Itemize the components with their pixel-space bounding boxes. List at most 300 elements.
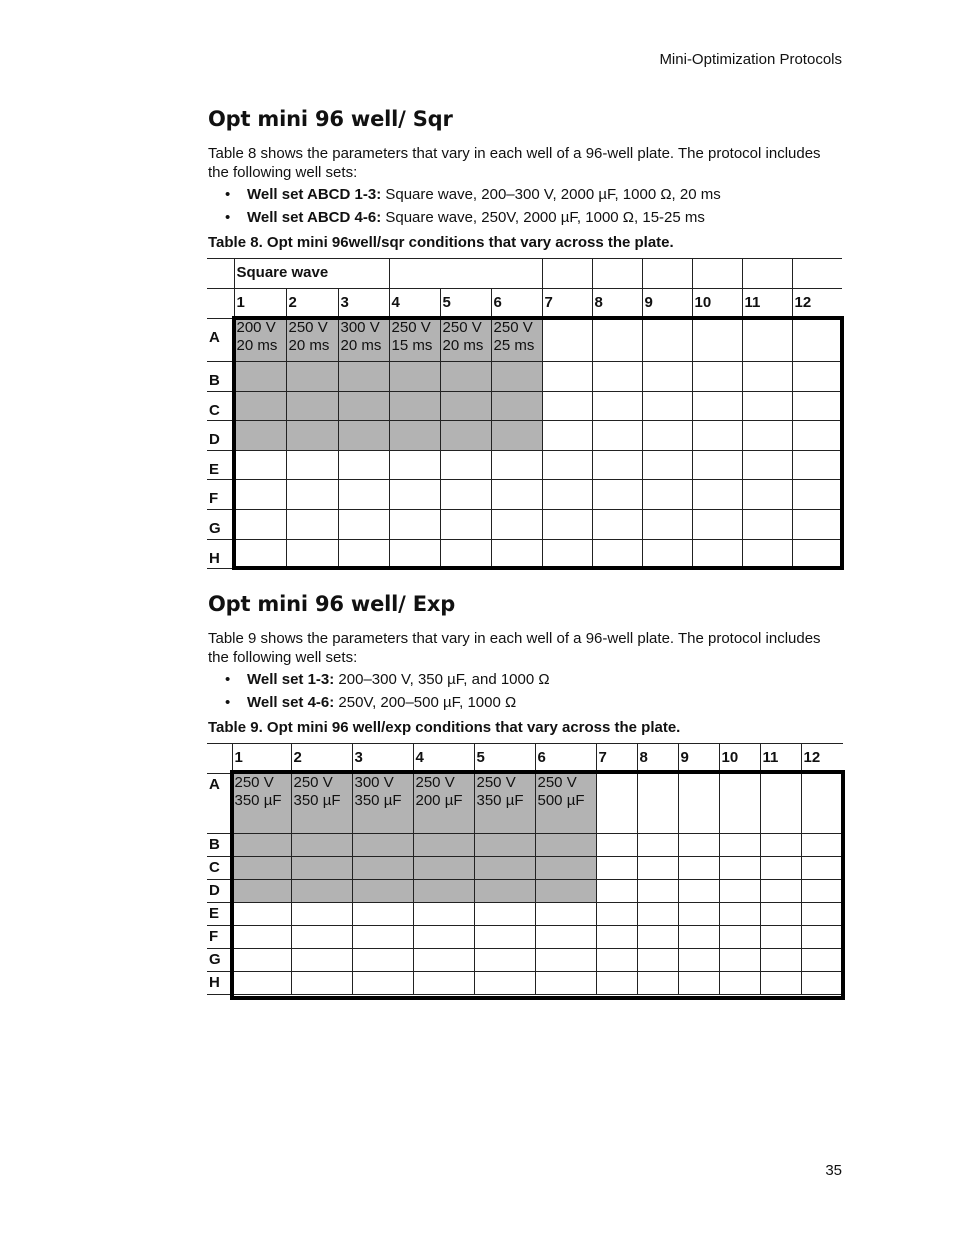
bullet-label: Well set 4-6: — [247, 694, 335, 711]
bullet-item — [225, 670, 550, 689]
well-cell — [474, 972, 535, 995]
well-cell — [642, 480, 692, 510]
row-label: D — [207, 421, 234, 451]
well-cell — [232, 834, 291, 857]
well-cell — [692, 509, 742, 539]
well-cell — [592, 319, 642, 362]
well-cell — [719, 972, 760, 995]
section-paragraph-exp: Table 9 shows the parameters that vary in each well of a 96-well plate. The protocol includes the following well sets: — [208, 630, 821, 666]
well-cell — [338, 362, 389, 392]
well-cell — [596, 926, 637, 949]
table-row — [207, 880, 843, 903]
well-cell — [352, 972, 413, 995]
well-cell — [542, 362, 592, 392]
well-cell — [234, 391, 286, 421]
well-cell — [232, 903, 291, 926]
row-label: H — [207, 539, 234, 569]
column-header: 8 — [637, 744, 678, 774]
well-cell — [760, 857, 801, 880]
well-cell — [491, 509, 542, 539]
running-header: Mini-Optimization Protocols — [659, 51, 842, 68]
well-cell — [692, 362, 742, 392]
well-cell — [352, 857, 413, 880]
well-value: 25 ms — [493, 337, 535, 354]
well-cell — [491, 539, 542, 569]
well-cell — [491, 480, 542, 510]
well-cell — [642, 319, 692, 362]
well-value: 300 V — [340, 319, 380, 336]
well-cell — [760, 972, 801, 995]
well-cell — [596, 949, 637, 972]
well-cell — [692, 450, 742, 480]
group-header-blank — [642, 259, 692, 289]
well-cell — [234, 539, 286, 569]
well-cell — [542, 450, 592, 480]
bullet-icon: • — [225, 694, 231, 711]
bullet-icon: • — [225, 186, 231, 203]
well-value: 250 V — [476, 774, 516, 791]
well-value: 250 V — [493, 319, 533, 336]
well-cell — [338, 539, 389, 569]
well-cell — [760, 903, 801, 926]
well-cell — [642, 421, 692, 451]
well-cell — [801, 926, 843, 949]
table-row — [207, 774, 843, 834]
well-cell — [352, 926, 413, 949]
well-cell — [413, 926, 474, 949]
table-row — [207, 450, 842, 480]
well-cell — [440, 362, 491, 392]
well-cell — [792, 539, 842, 569]
bullet-label: Well set ABCD 4-6: — [247, 209, 382, 226]
bullet-text: 200–300 V, 350 µF, and 1000 Ω — [334, 671, 550, 688]
well-cell — [413, 972, 474, 995]
well-cell — [413, 903, 474, 926]
well-cell — [792, 509, 842, 539]
table-caption-8: Table 8. Opt mini 96well/sqr conditions that vary across the plate. — [208, 234, 674, 251]
well-cell — [792, 421, 842, 451]
table-caption-9: Table 9. Opt mini 96 well/exp conditions that vary across the plate. — [208, 719, 681, 736]
well-cell — [352, 903, 413, 926]
well-cell — [352, 880, 413, 903]
column-header: 10 — [692, 289, 742, 319]
well-cell — [792, 450, 842, 480]
column-header: 1 — [234, 289, 286, 319]
well-cell — [535, 972, 596, 995]
group-header-blank — [389, 259, 542, 289]
well-cell — [542, 509, 592, 539]
well-cell — [291, 834, 352, 857]
well-cell — [232, 774, 291, 834]
well-value: 20 ms — [236, 337, 278, 354]
well-cell — [801, 857, 843, 880]
well-cell — [413, 857, 474, 880]
well-cell — [474, 880, 535, 903]
well-cell — [719, 949, 760, 972]
table-row — [207, 949, 843, 972]
well-cell — [801, 880, 843, 903]
well-cell — [338, 319, 389, 362]
column-header: 12 — [792, 289, 842, 319]
column-header: 1 — [232, 744, 291, 774]
well-value: 20 ms — [442, 337, 484, 354]
well-cell — [389, 319, 440, 362]
well-cell — [474, 834, 535, 857]
well-cell — [389, 450, 440, 480]
well-cell — [592, 509, 642, 539]
well-cell — [491, 362, 542, 392]
well-cell — [678, 774, 719, 834]
well-cell — [637, 857, 678, 880]
well-cell — [592, 391, 642, 421]
well-cell — [592, 450, 642, 480]
well-cell — [542, 539, 592, 569]
well-cell — [742, 391, 792, 421]
bullet-text: 250V, 200–500 µF, 1000 Ω — [334, 694, 517, 711]
well-cell — [596, 880, 637, 903]
well-cell — [440, 319, 491, 362]
well-cell — [678, 857, 719, 880]
well-value: 500 µF — [537, 792, 585, 809]
well-cell — [535, 880, 596, 903]
table-row — [207, 480, 842, 510]
well-value: 15 ms — [391, 337, 433, 354]
corner-cell — [207, 744, 232, 774]
well-cell — [234, 319, 286, 362]
well-cell — [742, 421, 792, 451]
well-value: 250 V — [293, 774, 333, 791]
page-number: 35 — [825, 1162, 842, 1179]
column-header: 4 — [413, 744, 474, 774]
well-cell — [352, 774, 413, 834]
corner-cell — [207, 259, 234, 289]
well-cell — [234, 421, 286, 451]
table-row — [207, 903, 843, 926]
well-cell — [286, 362, 338, 392]
column-header: 6 — [535, 744, 596, 774]
well-cell — [592, 539, 642, 569]
well-cell — [234, 509, 286, 539]
well-cell — [338, 450, 389, 480]
well-cell — [760, 834, 801, 857]
well-cell — [760, 949, 801, 972]
well-cell — [637, 949, 678, 972]
well-value: 350 µF — [234, 792, 282, 809]
well-cell — [596, 972, 637, 995]
well-cell — [760, 774, 801, 834]
well-cell — [542, 391, 592, 421]
row-label: A — [207, 774, 232, 834]
well-cell — [389, 480, 440, 510]
table-row — [207, 926, 843, 949]
well-cell — [719, 903, 760, 926]
well-cell — [642, 391, 692, 421]
well-cell — [338, 391, 389, 421]
row-label: F — [207, 480, 234, 510]
group-header-blank — [792, 259, 842, 289]
well-cell — [440, 391, 491, 421]
group-header-cell: Square wave — [234, 259, 389, 289]
well-cell — [413, 834, 474, 857]
bullet-label: Well set 1-3: — [247, 671, 335, 688]
well-cell — [440, 539, 491, 569]
column-header: 2 — [286, 289, 338, 319]
well-cell — [596, 834, 637, 857]
well-cell — [719, 880, 760, 903]
column-header: 6 — [491, 289, 542, 319]
well-cell — [760, 926, 801, 949]
well-cell — [801, 834, 843, 857]
well-cell — [596, 857, 637, 880]
well-cell — [413, 774, 474, 834]
well-cell — [291, 926, 352, 949]
well-cell — [440, 480, 491, 510]
well-cell — [286, 539, 338, 569]
well-cell — [719, 834, 760, 857]
bullet-text: Square wave, 250V, 2000 µF, 1000 Ω, 15-25 ms — [381, 209, 705, 226]
well-cell — [232, 857, 291, 880]
well-cell — [232, 949, 291, 972]
column-header: 12 — [801, 744, 843, 774]
column-header: 9 — [642, 289, 692, 319]
well-cell — [413, 949, 474, 972]
well-cell — [678, 880, 719, 903]
column-header-row — [207, 289, 842, 319]
well-cell — [389, 509, 440, 539]
well-cell — [542, 480, 592, 510]
well-cell — [291, 949, 352, 972]
row-label: E — [207, 903, 232, 926]
row-label: C — [207, 857, 232, 880]
well-cell — [474, 857, 535, 880]
well-cell — [678, 949, 719, 972]
table-row — [207, 319, 842, 362]
column-header: 9 — [678, 744, 719, 774]
column-header: 7 — [596, 744, 637, 774]
well-cell — [678, 834, 719, 857]
well-cell — [291, 880, 352, 903]
well-cell — [678, 972, 719, 995]
bullet-item — [225, 693, 516, 712]
group-header-blank — [692, 259, 742, 289]
well-cell — [692, 421, 742, 451]
well-cell — [535, 903, 596, 926]
well-cell — [692, 391, 742, 421]
well-cell — [474, 949, 535, 972]
well-cell — [637, 926, 678, 949]
well-cell — [592, 480, 642, 510]
well-value: 350 µF — [476, 792, 524, 809]
well-cell — [286, 421, 338, 451]
well-cell — [742, 319, 792, 362]
well-cell — [389, 421, 440, 451]
well-cell — [742, 539, 792, 569]
well-cell — [389, 362, 440, 392]
well-cell — [742, 509, 792, 539]
well-cell — [286, 450, 338, 480]
well-cell — [286, 319, 338, 362]
bullet-text: Square wave, 200–300 V, 2000 µF, 1000 Ω, 20 ms — [381, 186, 721, 203]
well-cell — [491, 421, 542, 451]
well-cell — [637, 834, 678, 857]
well-cell — [637, 774, 678, 834]
well-value: 200 V — [236, 319, 276, 336]
well-cell — [742, 480, 792, 510]
well-cell — [792, 480, 842, 510]
well-value: 250 V — [234, 774, 274, 791]
well-cell — [596, 903, 637, 926]
well-cell — [801, 774, 843, 834]
row-label: C — [207, 391, 234, 421]
well-value: 250 V — [288, 319, 328, 336]
row-label: A — [207, 319, 234, 362]
well-cell — [592, 421, 642, 451]
column-header: 4 — [389, 289, 440, 319]
well-cell — [792, 319, 842, 362]
well-cell — [742, 450, 792, 480]
well-cell — [389, 391, 440, 421]
bullet-icon: • — [225, 671, 231, 688]
row-label: E — [207, 450, 234, 480]
well-cell — [719, 857, 760, 880]
well-cell — [338, 509, 389, 539]
well-cell — [801, 972, 843, 995]
table-row — [207, 539, 842, 569]
well-cell — [542, 319, 592, 362]
group-header-blank — [542, 259, 592, 289]
well-cell — [692, 480, 742, 510]
well-cell — [678, 903, 719, 926]
well-value: 300 V — [354, 774, 394, 791]
row-label: H — [207, 972, 232, 995]
well-value: 250 V — [391, 319, 431, 336]
column-header: 3 — [352, 744, 413, 774]
well-cell — [234, 450, 286, 480]
bullet-item — [225, 208, 705, 227]
well-cell — [637, 972, 678, 995]
well-value: 250 V — [415, 774, 455, 791]
well-cell — [474, 926, 535, 949]
well-cell — [801, 903, 843, 926]
well-cell — [291, 857, 352, 880]
well-cell — [792, 391, 842, 421]
section-title-sqr: Opt mini 96 well/ Sqr — [208, 107, 453, 131]
well-cell — [352, 834, 413, 857]
well-cell — [338, 480, 389, 510]
well-cell — [637, 903, 678, 926]
well-cell — [338, 421, 389, 451]
well-cell — [535, 949, 596, 972]
column-header: 8 — [592, 289, 642, 319]
row-label: G — [207, 949, 232, 972]
well-cell — [642, 539, 692, 569]
well-cell — [232, 926, 291, 949]
well-cell — [642, 450, 692, 480]
well-cell — [642, 362, 692, 392]
column-header: 5 — [474, 744, 535, 774]
group-header-blank — [742, 259, 792, 289]
column-header: 11 — [760, 744, 801, 774]
bullet-item — [225, 185, 721, 204]
well-value: 350 µF — [354, 792, 402, 809]
column-header: 5 — [440, 289, 491, 319]
well-cell — [801, 949, 843, 972]
row-label: B — [207, 834, 232, 857]
well-cell — [232, 972, 291, 995]
well-cell — [352, 949, 413, 972]
well-cell — [719, 926, 760, 949]
well-value: 250 V — [537, 774, 577, 791]
group-header-row — [207, 259, 842, 289]
well-cell — [596, 774, 637, 834]
well-cell — [491, 450, 542, 480]
column-header: 2 — [291, 744, 352, 774]
well-value: 20 ms — [340, 337, 382, 354]
plate-table-sqr — [207, 258, 843, 569]
row-label: F — [207, 926, 232, 949]
well-cell — [389, 539, 440, 569]
well-cell — [474, 774, 535, 834]
column-header: 10 — [719, 744, 760, 774]
well-cell — [286, 480, 338, 510]
table-row — [207, 857, 843, 880]
well-cell — [440, 421, 491, 451]
well-cell — [413, 880, 474, 903]
column-header-row — [207, 744, 843, 774]
well-cell — [535, 774, 596, 834]
plate-table-exp — [207, 743, 844, 995]
well-cell — [535, 926, 596, 949]
table-row — [207, 421, 842, 451]
table-row — [207, 509, 842, 539]
well-cell — [286, 391, 338, 421]
well-cell — [234, 480, 286, 510]
well-cell — [491, 319, 542, 362]
group-header-blank — [592, 259, 642, 289]
row-label: B — [207, 362, 234, 392]
table-row — [207, 362, 842, 392]
well-cell — [535, 857, 596, 880]
column-header: 11 — [742, 289, 792, 319]
column-header: 7 — [542, 289, 592, 319]
well-cell — [742, 362, 792, 392]
well-cell — [291, 903, 352, 926]
well-cell — [232, 880, 291, 903]
well-cell — [291, 972, 352, 995]
well-cell — [760, 880, 801, 903]
column-header: 3 — [338, 289, 389, 319]
well-cell — [542, 421, 592, 451]
well-cell — [637, 880, 678, 903]
well-cell — [474, 903, 535, 926]
well-value: 20 ms — [288, 337, 330, 354]
row-label: D — [207, 880, 232, 903]
row-label: G — [207, 509, 234, 539]
well-cell — [692, 319, 742, 362]
well-cell — [440, 509, 491, 539]
well-cell — [678, 926, 719, 949]
well-value: 250 V — [442, 319, 482, 336]
section-title-exp: Opt mini 96 well/ Exp — [208, 592, 456, 616]
well-value: 350 µF — [293, 792, 341, 809]
well-value: 200 µF — [415, 792, 463, 809]
well-cell — [535, 834, 596, 857]
corner-cell — [207, 289, 234, 319]
well-cell — [592, 362, 642, 392]
bullet-label: Well set ABCD 1-3: — [247, 186, 382, 203]
well-cell — [642, 509, 692, 539]
well-cell — [440, 450, 491, 480]
